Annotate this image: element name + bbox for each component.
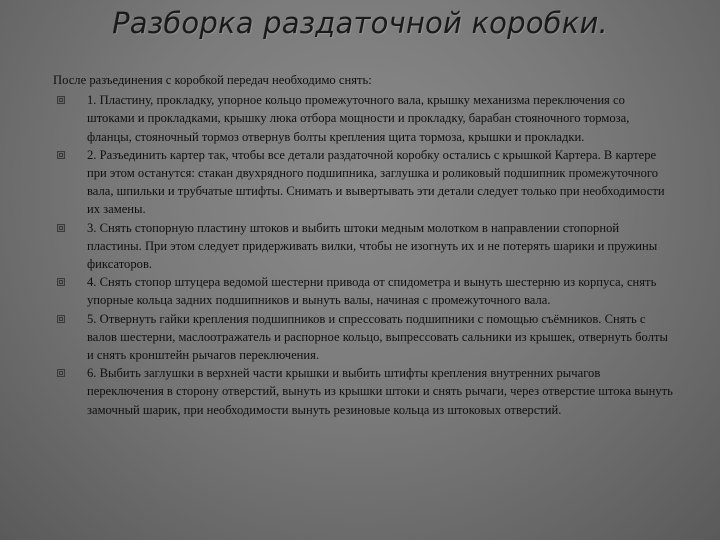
list-item — [55, 364, 675, 419]
square-bullet-icon — [57, 369, 65, 377]
step-text: 5. Отвернуть гайки крепления подшипников и спрессовать подшипники с помощью съёмников. Снять с валов шестерни, маслоотражатель и распорное кольцо, выпрессовать сальники из крышек, отвернуть болты и снять кронштейн рычагов переключения. — [87, 311, 668, 363]
step-text: 4. Снять стопор штуцера ведомой шестерни привода от спидометра и вынуть шестерню из корпуса, снять упорные кольца задних подшипников и вынуть валы, начиная с промежуточного вала. — [87, 275, 657, 308]
slide-body — [55, 71, 675, 419]
square-bullet-icon — [57, 96, 65, 104]
list-item — [55, 91, 675, 146]
square-bullet-icon — [57, 224, 65, 232]
list-item — [55, 219, 675, 274]
list-item — [55, 146, 675, 219]
square-bullet-icon — [57, 278, 65, 286]
square-bullet-icon — [57, 315, 65, 323]
list-item — [55, 273, 675, 309]
intro-text: После разъединения с коробкой передач необходимо снять: — [53, 73, 372, 87]
step-text: 1. Пластину, прокладку, упорное кольцо промежуточного вала, крышку механизма переключения со штоками и прокладками, крышку люка отбора мощности и прокладку, барабан стояночного тормоза, фланцы, стояночный тормоз отвернув болты крепления щита тормоза, крышки и прокладки. — [87, 93, 630, 144]
square-bullet-icon — [57, 151, 65, 159]
slide-title: Разборка раздаточной коробки. — [112, 6, 608, 40]
step-text: 3. Снять стопорную пластину штоков и выбить штоки медным молотком в направлении стопорной пластины. При этом следует придерживать вилки, чтобы не изогнуть их и не потерять шарики и пружины фиксаторов. — [87, 220, 658, 272]
step-text: 6. Выбить заглушки в верхней части крышки и выбить штифты крепления внутренних рычагов переключения в сторону отверстий, вынуть из крышки штоки и снять рычаги, через отверстие штока вынуть замочный шарик, при необходимости вынуть резиновые кольца из штоковых отверстий. — [87, 366, 673, 417]
list-item — [55, 310, 675, 365]
step-text: 2. Разъединить картер так, чтобы все детали раздаточной коробку остались с крышкой Картера. В картере при этом останутся: стакан двухрядного подшипника, заглушка и роликовый подшипник промежуточного вала, шпильки и трубчатые штифты. Снимать и вывертывать эти детали следует только при необходимости их замены. — [87, 147, 665, 217]
step-list — [55, 91, 675, 419]
